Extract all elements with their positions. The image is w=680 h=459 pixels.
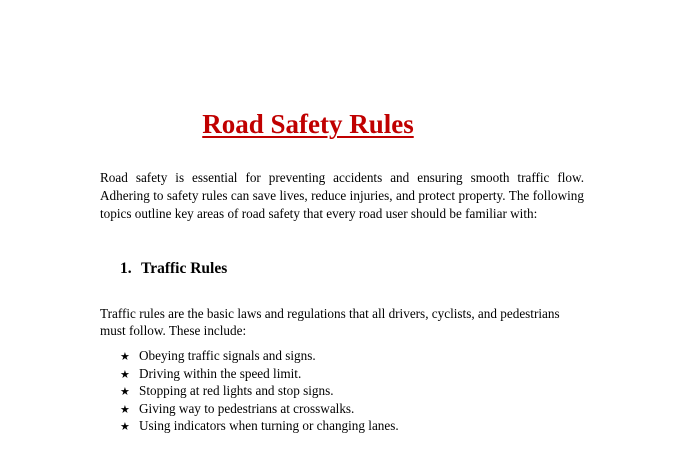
- section-paragraph: Traffic rules are the basic laws and regulations that all drivers, cyclists, and pedestrians must follow. These include:: [100, 306, 560, 338]
- star-icon: ★: [120, 385, 130, 399]
- section-heading-traffic-rules: [120, 258, 227, 280]
- star-icon: ★: [120, 420, 130, 434]
- list-item-text: Driving within the speed limit.: [139, 365, 302, 381]
- intro-paragraph: Road safety is essential for preventing accidents and ensuring smooth traffic flow. Adhering to safety rules can save lives, reduce injuries, and protect property. The following topics outline key areas of road safety that every road user should be familiar with:: [100, 170, 584, 221]
- list-item: [120, 348, 399, 366]
- list-item-text: Giving way to pedestrians at crosswalks.: [139, 400, 355, 416]
- list-item: [120, 383, 399, 401]
- document-title: Road Safety Rules: [202, 109, 414, 139]
- star-icon: ★: [120, 367, 130, 381]
- list-item: [120, 418, 399, 436]
- section-title: Traffic Rules: [141, 260, 228, 277]
- list-item-text: Using indicators when turning or changing lanes.: [139, 418, 399, 434]
- list-item-text: Stopping at red lights and stop signs.: [139, 383, 334, 399]
- list-item-text: Obeying traffic signals and signs.: [139, 348, 316, 363]
- list-item: [120, 366, 399, 384]
- section-number: 1.: [120, 260, 132, 277]
- list-item: [120, 401, 399, 419]
- star-icon: ★: [120, 350, 130, 363]
- star-icon: ★: [120, 402, 130, 416]
- traffic-rules-list: [120, 348, 399, 436]
